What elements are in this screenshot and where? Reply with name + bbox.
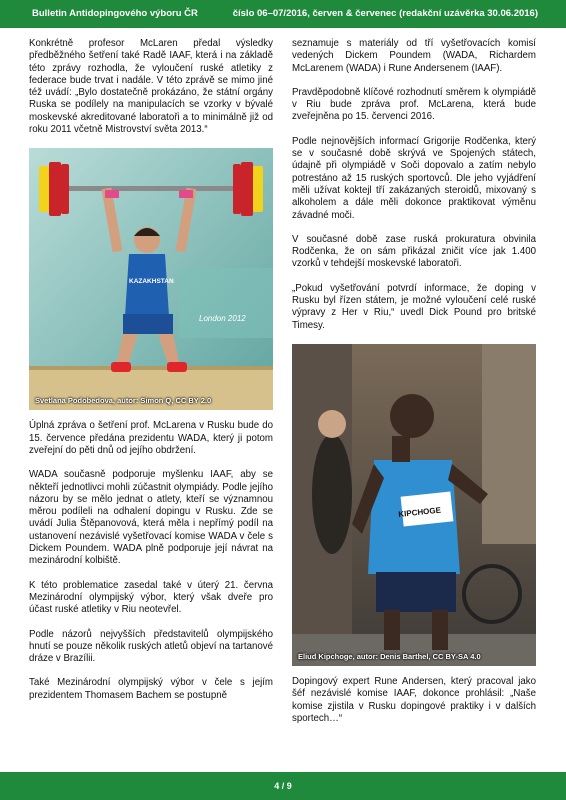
jersey-text: KAZAKHSTAN — [129, 278, 174, 286]
runner-photo — [292, 344, 536, 666]
paragraph: Dopingový expert Rune Andersen, který pracoval jako šéf nezávislé komise IAAF, dokonce prohlásil: „Naše komise zjistila v Rusku dopingové praktiky i v dalších sportech…“ — [292, 675, 536, 724]
left-column — [29, 38, 273, 714]
paragraph: Konkrétně profesor McLaren předal výsledky předběžného šetření také Radě IAAF, která i na základě této zprávy rozhodla, že vyloučení ruské atletiky z federace bude trvat i nadále. V této zprávě se mimo jiné též uvádí: „Bylo dostatečně prokázáno, že státní orgány Ruska se podílely na manipulacích se vzorky v bývalé moskevské akreditované laboratoři a to minimálně již od roku 2011 včetně Mistrovství světa 2013.“ — [29, 38, 273, 136]
bib-text: KIPCHOGE — [397, 505, 442, 519]
paragraph: WADA současně podporuje myšlenku IAAF, aby se někteří jednotlivci mohli zúčastnit olympiády. Podle jejího názoru by se mělo jednat o atlety, kteří se významnou měrou podíleli na odhalení dopingu v Rusku. Zde se uvádí Julia Štěpanovová, která měla i nepřímý podíl na ustanovení nezávislé vyšetřovací komise WADA v čele s Dickem Poundem. WADA plně podporuje její návrat na mezinárodní kolbiště. — [29, 469, 273, 567]
issue-info: číslo 06–07/2016, červen & červenec (redakční uzávěrka 30.06.2016) — [232, 8, 538, 19]
weightlifter-photo — [29, 148, 273, 410]
paragraph: Podle názorů nejvyšších představitelů olympijského hnutí se pouze několik ruských atletů objeví na tartanové dráze v Brazílii. — [29, 628, 273, 665]
photo-caption: Eliud Kipchoge, autor: Denis Barthel, CC BY-SA 4.0 — [298, 651, 481, 661]
paragraph: Pravděpodobně klíčové rozhodnutí směrem k olympiádě v Riu bude zpráva prof. McLarena, která bude zveřejněna po 15. červenci 2016. — [292, 86, 536, 123]
photo-caption: Svetlana Podobedova, autor: Simon Q, CC BY 2.0 — [35, 396, 212, 406]
olympic-board-text: London 2012 — [199, 314, 246, 324]
paragraph: K této problematice zasedal také v úterý 21. června Mezinárodní olympijský výbor, který však dveře pro účast ruské atletiky v Riu neotevřel. — [29, 579, 273, 616]
bulletin-header — [0, 0, 566, 28]
paragraph: Podle nejnovějších informací Grigorije Rodčenka, který se v současné době skrývá ve Spojených státech, údajně při olympiádě v Soči dopovalo a zatím nebylo potrestáno až 15 ruských sportovců. Dle jeho vyjádření měli užívat koktejl tří zakázaných steroidů, mixovaný s alkoholem a dále měli dokonce praktikovat výměnu závadné moči. — [292, 135, 536, 221]
paragraph: V současné době zase ruská prokuratura obvinila Rodčenka, že on sám přikázal zničit více jak 1.400 vzorků v tehdejší moskevské laboratoři. — [292, 233, 536, 270]
paragraph: Úplná zpráva o šetření prof. McLarena v Rusku bude do 15. července předána prezidentu WADA, který ji potom zveřejní do pěti dnů od jejího obdržení. — [29, 420, 273, 456]
paragraph: seznamuje s materiály od tří vyšetřovacích komisí vedených Dickem Poundem (WADA, Richardem McLarenem (WADA) i Rune Andersenem (IAAF). — [292, 38, 536, 74]
right-column — [292, 38, 536, 737]
paragraph: Také Mezinárodní olympijský výbor v čele s jejím prezidentem Thomasem Bachem se postupně — [29, 677, 273, 701]
bulletin-title: Bulletin Antidopingového výboru ČR — [32, 8, 198, 19]
paragraph: „Pokud vyšetřování potvrdí informace, že doping v Rusku byl řízen státem, je možné vyloučení celé ruské výpravy z Her v Riu,“ uvedl Dick Pound pro britské Timesy. — [292, 282, 536, 331]
runner-illustration — [292, 344, 536, 666]
weightlifter-illustration — [29, 148, 273, 410]
page-number: 4 / 9 — [274, 781, 292, 791]
page-footer — [0, 772, 566, 800]
